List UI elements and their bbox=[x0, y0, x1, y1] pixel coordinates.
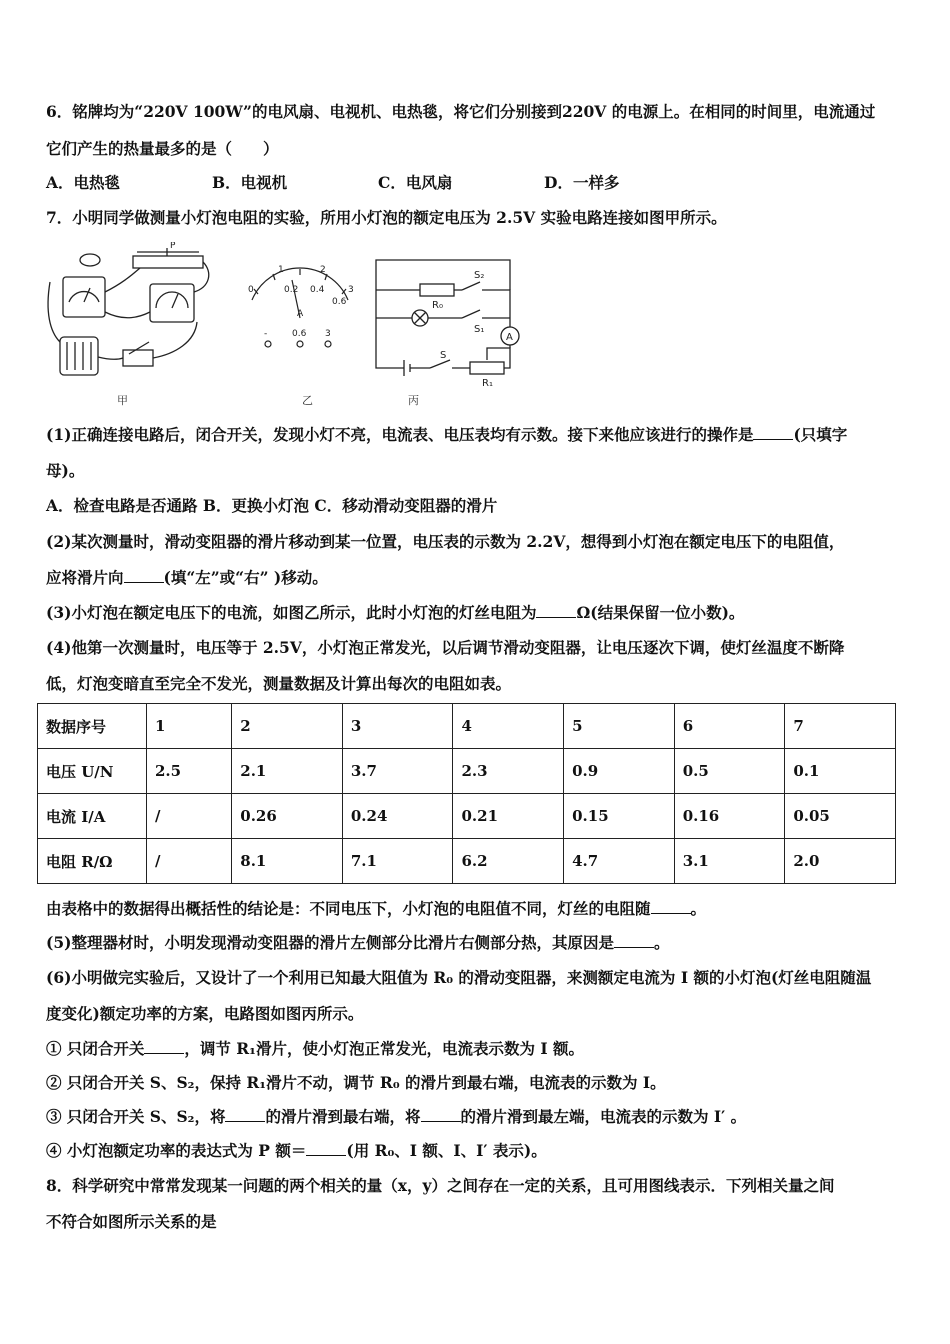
q7-p1-text: (1)正确连接电路后，闭合开关，发现小灯不亮，电流表、电压表均有示数。接下来他应该进行的操作是 bbox=[46, 425, 754, 444]
answer-blank-p1[interactable] bbox=[753, 425, 793, 440]
table-cell: 6.2 bbox=[453, 839, 564, 884]
q7-p6-line2: 度变化)额定功率的方案，电路图如图丙所示。 bbox=[46, 1004, 364, 1023]
q7-p4-line2: 低，灯泡变暗直至完全不发光，测量数据及计算出每次的电阻如表。 bbox=[46, 674, 512, 693]
q7-step4-text-a: ④ 小灯泡额定功率的表达式为 P 额＝ bbox=[46, 1141, 307, 1160]
q8-line2: 不符合如图所示关系的是 bbox=[46, 1212, 217, 1231]
switch-base bbox=[123, 350, 153, 366]
q7-step1 bbox=[46, 1039, 584, 1059]
table-cell: 2.5 bbox=[147, 749, 232, 794]
q7-p2-text-b: (填“左”或“右” )移动。 bbox=[163, 568, 328, 587]
q7-p3 bbox=[46, 603, 744, 623]
scale-top-0: 0 bbox=[248, 285, 254, 295]
switch-s1 bbox=[462, 310, 480, 318]
table-cell: 7.1 bbox=[342, 839, 453, 884]
table-cell: 4.7 bbox=[564, 839, 675, 884]
q7-p5 bbox=[46, 933, 669, 953]
table-cell: 1 bbox=[147, 704, 232, 749]
q7-p2-text-a: 应将滑片向 bbox=[46, 568, 124, 587]
table-row-resistance bbox=[38, 839, 896, 884]
q7-p3-text-a: (3)小灯泡在额定电压下的电流，如图乙所示，此时小灯泡的灯丝电阻为 bbox=[46, 603, 537, 622]
voltmeter-box bbox=[63, 277, 105, 317]
q6-stem-line1: 6．铭牌均为“220V 100W”的电风扇、电视机、电热毯，将它们分别接到220V 的电源上。在相同的时间里，电流通过 bbox=[46, 102, 876, 121]
table-row-current bbox=[38, 794, 896, 839]
table-cell: 2 bbox=[232, 704, 343, 749]
table-cell: 0.21 bbox=[453, 794, 564, 839]
scale-top-2: 2 bbox=[320, 265, 326, 275]
ammeter-dial bbox=[156, 292, 188, 308]
table-cell: 数据序号 bbox=[38, 704, 147, 749]
scale-inner-2: 0.4 bbox=[310, 285, 325, 295]
answer-blank-step3-second[interactable] bbox=[421, 1107, 461, 1122]
table-row-voltage bbox=[38, 749, 896, 794]
q7-step3-text-b: 的滑片滑到最右端，将 bbox=[265, 1107, 421, 1126]
label-s: S bbox=[440, 350, 447, 361]
table-cell: 4 bbox=[453, 704, 564, 749]
resistor-r0 bbox=[420, 284, 454, 296]
q6-option-b: B．电视机 bbox=[212, 173, 288, 192]
figure-jia-caption: 甲 bbox=[117, 394, 128, 407]
table-cell: 7 bbox=[785, 704, 896, 749]
q7-step4 bbox=[46, 1141, 547, 1161]
q7-p1-line2: 母)。 bbox=[46, 461, 85, 480]
table-cell: 电压 U/N bbox=[38, 749, 147, 794]
rheostat bbox=[133, 256, 203, 268]
answer-blank-p3[interactable] bbox=[536, 603, 576, 618]
table-cell: 6 bbox=[674, 704, 785, 749]
answer-blank-step4[interactable] bbox=[306, 1141, 346, 1156]
q6-options bbox=[46, 173, 619, 193]
label-s1: S₁ bbox=[474, 324, 485, 335]
table-cell: 3.1 bbox=[674, 839, 785, 884]
table-cell: 0.15 bbox=[564, 794, 675, 839]
q7-conclusion-text-b: 。 bbox=[690, 899, 707, 918]
table-cell: 8.1 bbox=[232, 839, 343, 884]
ammeter-unit: A bbox=[297, 309, 304, 319]
terminal-06: 0.6 bbox=[292, 329, 307, 339]
bulb bbox=[80, 254, 100, 266]
label-a: A bbox=[506, 332, 513, 343]
table-cell: 电流 I/A bbox=[38, 794, 147, 839]
switch-s2 bbox=[462, 282, 480, 290]
table-cell: 2.1 bbox=[232, 749, 343, 794]
q6-option-c: C．电风扇 bbox=[378, 173, 453, 192]
q7-step4-text-b: (用 R₀、I 额、I、I′ 表示)。 bbox=[346, 1141, 547, 1160]
table-cell: 5 bbox=[564, 704, 675, 749]
q7-step1-text-b: ，调节 R₁滑片，使小灯泡正常发光，电流表示数为 I 额。 bbox=[184, 1039, 585, 1058]
figure-yi-ammeter-dial bbox=[240, 262, 360, 367]
q7-p1-tail: (只填字 bbox=[793, 425, 848, 444]
q7-p1-options: A．检查电路是否通路 B．更换小灯泡 C．移动滑动变阻器的滑片 bbox=[46, 496, 498, 515]
scale-inner-1: 0.2 bbox=[284, 285, 299, 295]
table-cell: 电阻 R/Ω bbox=[38, 839, 147, 884]
table-cell: 0.1 bbox=[785, 749, 896, 794]
figure-yi-caption: 乙 bbox=[302, 394, 313, 407]
q6-option-d: D．一样多 bbox=[544, 173, 620, 192]
scale-inner-3: 0.6 bbox=[332, 297, 347, 307]
table-cell: 0.26 bbox=[232, 794, 343, 839]
q7-step3-text-a: ③ 只闭合开关 S、S₂，将 bbox=[46, 1107, 226, 1126]
q7-p4-line1: (4)他第一次测量时，电压等于 2.5V，小灯泡正常发光，以后调节滑动变阻器，让电压逐次下调，使灯丝温度不断降 bbox=[46, 638, 845, 657]
figure-bing-caption: 丙 bbox=[408, 394, 419, 407]
terminal-minus: - bbox=[264, 329, 268, 339]
q7-conclusion-text-a: 由表格中的数据得出概括性的结论是：不同电压下，小灯泡的电阻值不同，灯丝的电阻随 bbox=[46, 899, 651, 918]
table-cell: 2.0 bbox=[785, 839, 896, 884]
table-cell: / bbox=[147, 839, 232, 884]
table-cell: 0.16 bbox=[674, 794, 785, 839]
answer-blank-step3-first[interactable] bbox=[225, 1107, 265, 1122]
q7-step2: ② 只闭合开关 S、S₂，保持 R₁滑片不动，调节 R₀ 的滑片到最右端，电流表的示数为 I。 bbox=[46, 1073, 666, 1092]
switch-s bbox=[430, 360, 450, 368]
q7-conclusion bbox=[46, 899, 706, 919]
q7-p2-line1: (2)某次测量时，滑动变阻器的滑片移动到某一位置，电压表的示数为 2.2V，想得到小灯泡在额定电压下的电阻值， bbox=[46, 532, 845, 551]
table-cell: 3 bbox=[342, 704, 453, 749]
q7-step1-text-a: ① 只闭合开关 bbox=[46, 1039, 145, 1058]
q7-stem: 7．小明同学做测量小灯泡电阻的实验，所用小灯泡的额定电压为 2.5V 实验电路连接如图甲所示。 bbox=[46, 208, 727, 227]
table-cell: 3.7 bbox=[342, 749, 453, 794]
table-cell: 0.05 bbox=[785, 794, 896, 839]
label-r1: R₁ bbox=[482, 378, 493, 389]
q6-option-a: A．电热毯 bbox=[46, 173, 121, 192]
q7-p5-text-a: (5)整理器材时，小明发现滑动变阻器的滑片左侧部分比滑片右侧部分热，其原因是 bbox=[46, 933, 614, 952]
table-cell: 0.5 bbox=[674, 749, 785, 794]
answer-blank-conclusion[interactable] bbox=[651, 899, 691, 914]
table-cell: / bbox=[147, 794, 232, 839]
label-s2: S₂ bbox=[474, 270, 485, 281]
q7-p2-line2 bbox=[46, 568, 328, 588]
svg-text:P: P bbox=[170, 242, 176, 251]
table-cell: 0.9 bbox=[564, 749, 675, 794]
figure-jia-apparatus bbox=[45, 242, 215, 392]
scale-top-3: 3 bbox=[348, 285, 354, 295]
scale-top-1: 1 bbox=[278, 265, 284, 275]
label-r0: R₀ bbox=[432, 300, 443, 311]
q8-line1: 8．科学研究中常常发现某一问题的两个相关的量（x，y）之间存在一定的关系，且可用图线表示．下列相关量之间 bbox=[46, 1176, 835, 1195]
table-cell: 0.24 bbox=[342, 794, 453, 839]
table-row-index bbox=[38, 704, 896, 749]
table-cell: 2.3 bbox=[453, 749, 564, 794]
q7-p6-line1: (6)小明做完实验后，又设计了一个利用已知最大阻值为 R₀ 的滑动变阻器，来测额定电流为 I 额的小灯泡(灯丝电阻随温 bbox=[46, 968, 872, 987]
q7-p1-line1 bbox=[46, 425, 847, 445]
answer-blank-step1[interactable] bbox=[144, 1039, 184, 1054]
q7-p5-text-b: 。 bbox=[653, 933, 670, 952]
figure-bing-circuit bbox=[370, 240, 530, 390]
q6-stem-line2: 它们产生的热量最多的是（ ） bbox=[46, 139, 279, 158]
measurement-table bbox=[37, 703, 896, 884]
answer-blank-p2[interactable] bbox=[124, 568, 164, 583]
q7-step3 bbox=[46, 1107, 746, 1127]
q7-step3-text-c: 的滑片滑到最左端，电流表的示数为 I′ 。 bbox=[460, 1107, 747, 1126]
battery-box bbox=[60, 337, 98, 375]
answer-blank-p5[interactable] bbox=[614, 933, 654, 948]
rheostat-r1 bbox=[470, 362, 504, 374]
terminal-3: 3 bbox=[325, 329, 331, 339]
q7-p3-text-b: Ω(结果保留一位小数)。 bbox=[576, 603, 745, 622]
